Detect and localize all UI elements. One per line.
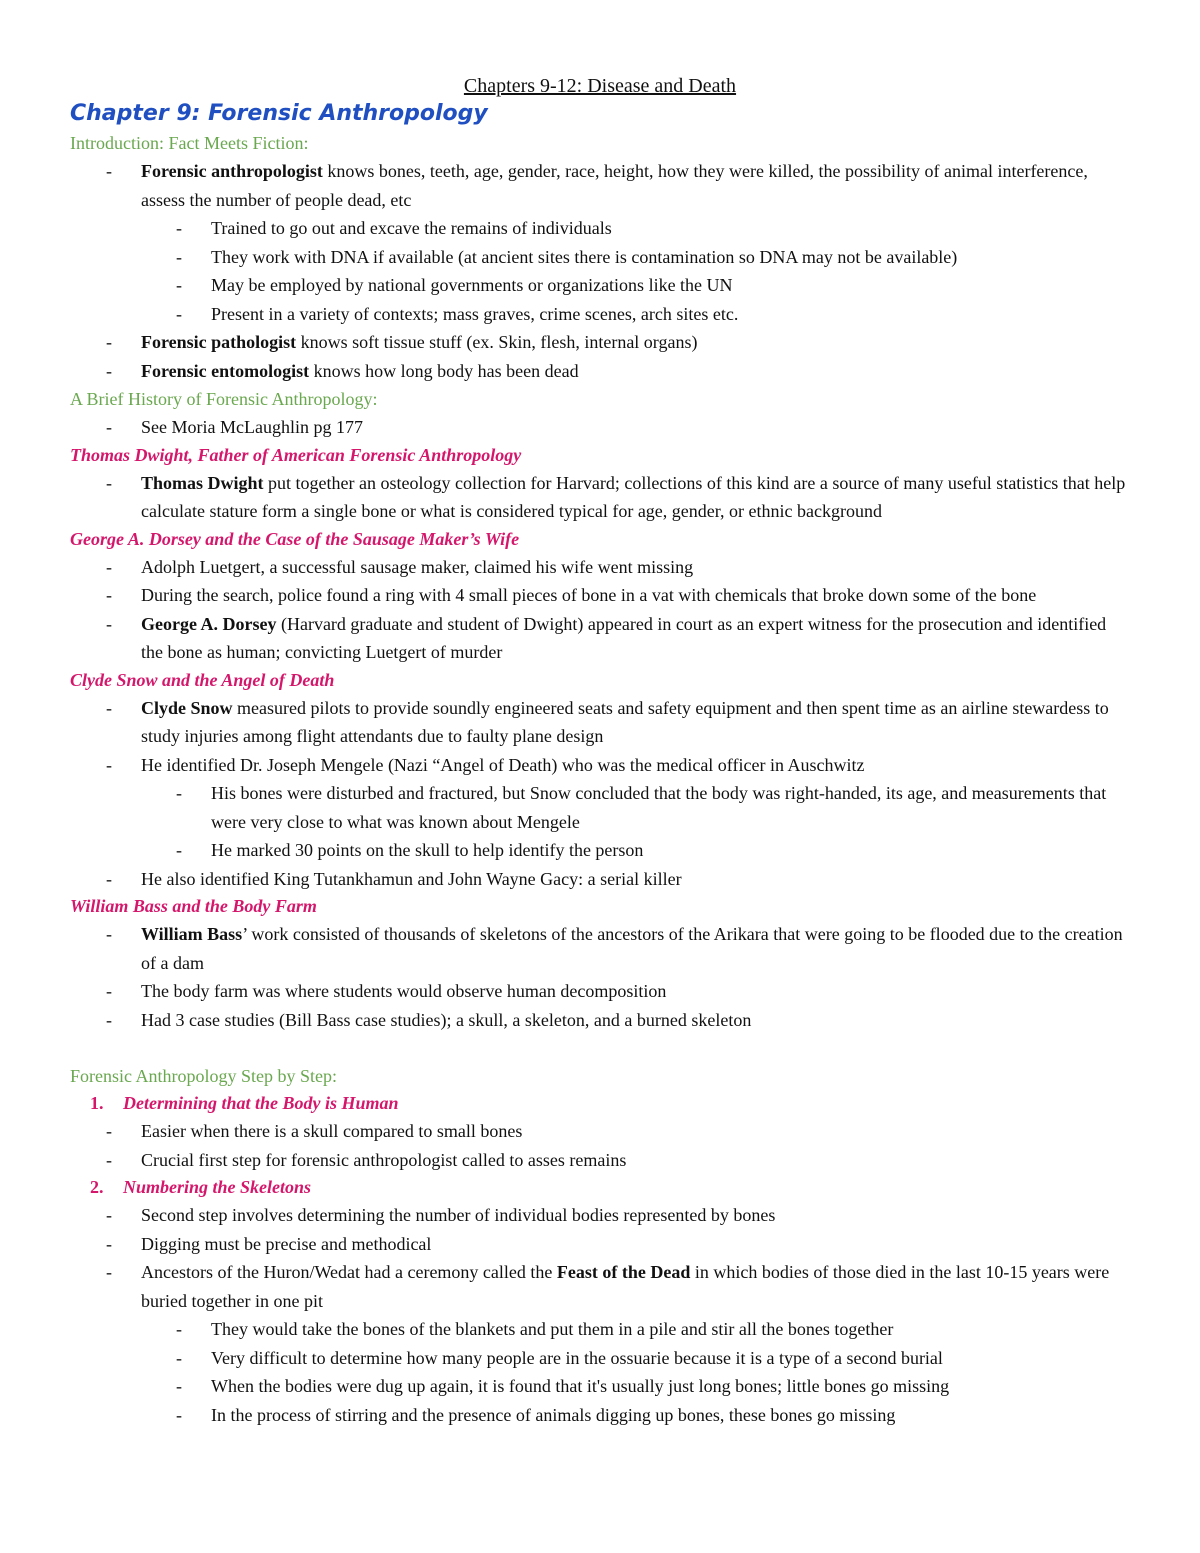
- term-bold: Feast of the Dead: [556, 1262, 691, 1282]
- bullet-dash: -: [176, 246, 182, 267]
- list-item: [70, 214, 1130, 243]
- bullet-dash: -: [106, 697, 112, 718]
- list-item: [70, 157, 1130, 214]
- list-item: [70, 581, 1130, 610]
- subsection-heading-bass: William Bass and the Body Farm: [70, 896, 317, 916]
- list-item: [70, 1006, 1130, 1035]
- item-text: During the search, police found a ring with 4 small pieces of bone in a vat with chemicals that broke down some of the bone: [141, 585, 1037, 605]
- list-item: [70, 271, 1130, 300]
- item-text: Adolph Luetgert, a successful sausage maker, claimed his wife went missing: [141, 556, 694, 577]
- item-text: ’ work consisted of thousands of skeletons of the ancestors of the Arikara that were going to be flooded due to the creation of a dam: [141, 924, 1123, 973]
- item-text: (Harvard graduate and student of Dwight) appeared in court as an expert witness for the prosecution and identified the bone as human; convicting Luetgert of murder: [141, 613, 1107, 662]
- section-heading-steps: Forensic Anthropology Step by Step:: [70, 1066, 337, 1086]
- list-item: [70, 836, 1130, 865]
- bullet-dash: -: [106, 360, 112, 381]
- list-item: [70, 1146, 1130, 1175]
- bullet-dash: -: [106, 1233, 112, 1254]
- bullet-dash: -: [106, 332, 112, 352]
- list-item: [70, 920, 1130, 977]
- item-text: Present in a variety of contexts; mass graves, crime scenes, arch sites etc.: [211, 303, 739, 324]
- bullet-dash: -: [106, 417, 112, 437]
- bullet-dash: -: [106, 472, 112, 493]
- bullet-dash: -: [176, 840, 182, 860]
- list-item: [70, 694, 1130, 751]
- bullet-dash: -: [176, 275, 182, 295]
- list-item: [70, 1372, 1130, 1401]
- bullet-dash: -: [106, 613, 112, 634]
- item-text: In the process of stirring and the presence of animals digging up bones, these bones go missing: [211, 1404, 896, 1425]
- bullet-dash: -: [106, 1121, 112, 1141]
- item-text: put together an osteology collection for Harvard; collections of this kind are a source of many useful statistics that help calculate stature form a single bone or what is considered typical for age, gender, or ethnic background: [141, 472, 1126, 521]
- subsection-heading-dorsey: George A. Dorsey and the Case of the Sausage Maker’s Wife: [70, 528, 520, 549]
- item-text: When the bodies were dug up again, it is found that it's usually just long bones; little bones go missing: [211, 1376, 950, 1396]
- document-title: Chapters 9-12: Disease and Death: [463, 75, 737, 97]
- term-bold: Thomas Dwight: [141, 472, 264, 493]
- item-text: The body farm was where students would observe human decomposition: [141, 981, 667, 1001]
- term-bold: Forensic entomologist: [141, 360, 310, 381]
- item-text: See Moria McLaughlin pg 177: [141, 417, 363, 437]
- item-text: Had 3 case studies (Bill Bass case studies); a skull, a skeleton, and a burned skeleton: [141, 1009, 752, 1030]
- bullet-dash: -: [176, 1404, 182, 1425]
- bullet-dash: -: [176, 1376, 182, 1396]
- bullet-dash: -: [106, 161, 112, 181]
- bullet-dash: -: [106, 1205, 112, 1225]
- list-item: [70, 553, 1130, 582]
- step-title: Numbering the Skeletons: [123, 1177, 312, 1197]
- item-text: They would take the bones of the blankets and put them in a pile and stir all the bones together: [211, 1319, 894, 1339]
- list-item: [70, 328, 1130, 357]
- item-text: in which bodies of those died in the last 10-15 years were buried together in one pit: [141, 1262, 1110, 1311]
- item-text: knows bones, teeth, age, gender, race, height, how they were killed, the possibility of animal interference, assess the number of people dead, etc: [141, 161, 1088, 210]
- section-heading-intro: Introduction: Fact Meets Fiction:: [70, 133, 309, 153]
- term-bold: Clyde Snow: [141, 697, 233, 718]
- bullet-dash: -: [106, 754, 112, 775]
- item-text: Trained to go out and excave the remains of individuals: [211, 218, 612, 238]
- item-text: knows soft tissue stuff (ex. Skin, flesh, internal organs): [296, 332, 698, 352]
- item-text: knows how long body has been dead: [309, 360, 579, 381]
- bullet-dash: -: [106, 1262, 112, 1282]
- list-item: [70, 300, 1130, 329]
- numbered-heading-step-1: [70, 1090, 1130, 1117]
- bullet-dash: -: [106, 585, 112, 605]
- bullet-dash: -: [176, 1347, 182, 1368]
- step-number: 2.: [90, 1177, 104, 1197]
- list-item: [70, 610, 1130, 667]
- bullet-dash: -: [106, 556, 112, 577]
- step-title: Determining that the Body is Human: [123, 1093, 399, 1113]
- item-text: measured pilots to provide soundly engineered seats and safety equipment and then spent time as an airline stewardess to study injuries among flight attendants due to faulty plane design: [141, 697, 1109, 746]
- list-item: [70, 1230, 1130, 1259]
- bullet-dash: -: [106, 868, 112, 889]
- list-item: [70, 1315, 1130, 1344]
- blank-line: [70, 1034, 1130, 1062]
- list-item: [70, 243, 1130, 272]
- item-text: His bones were disturbed and fractured, but Snow concluded that the body was right-handed, its age, and measurements that were very close to what was known about Mengele: [211, 783, 1107, 832]
- item-text: He marked 30 points on the skull to help identify the person: [211, 840, 644, 860]
- item-text: He also identified King Tutankhamun and John Wayne Gacy: a serial killer: [141, 868, 682, 889]
- list-item: [70, 1201, 1130, 1230]
- list-item: [70, 357, 1130, 386]
- step-number: 1.: [90, 1093, 104, 1113]
- chapter-heading: Chapter 9: Forensic Anthropology: [70, 101, 488, 126]
- bullet-dash: -: [106, 1149, 112, 1170]
- list-item: [70, 1344, 1130, 1373]
- subsection-heading-snow: Clyde Snow and the Angel of Death: [70, 669, 335, 690]
- item-text: Second step involves determining the number of individual bodies represented by bones: [141, 1205, 776, 1225]
- term-bold: Forensic pathologist: [141, 332, 297, 352]
- item-text: Crucial first step for forensic anthropologist called to asses remains: [141, 1149, 627, 1170]
- item-text: Very difficult to determine how many people are in the ossuarie because it is a type of a second burial: [211, 1347, 943, 1368]
- item-text: Digging must be precise and methodical: [141, 1233, 432, 1254]
- item-text: They work with DNA if available (at ancient sites there is contamination so DNA may not be available): [211, 246, 958, 267]
- list-item: [70, 1401, 1130, 1430]
- list-item: [70, 1258, 1130, 1315]
- term-bold: Forensic anthropologist: [141, 161, 323, 181]
- bullet-dash: -: [176, 303, 182, 324]
- bullet-dash: -: [176, 1319, 182, 1339]
- list-item: [70, 865, 1130, 894]
- item-text: May be employed by national governments or organizations like the UN: [211, 275, 733, 295]
- bullet-dash: -: [176, 218, 182, 238]
- item-text: Ancestors of the Huron/Wedat had a ceremony called the: [141, 1262, 557, 1282]
- list-item: [70, 469, 1130, 526]
- list-item: [70, 751, 1130, 780]
- bullet-dash: -: [106, 1009, 112, 1030]
- section-heading-history: A Brief History of Forensic Anthropology:: [70, 389, 378, 409]
- bullet-dash: -: [106, 981, 112, 1001]
- numbered-heading-step-2: [70, 1174, 1130, 1201]
- list-item: [70, 977, 1130, 1006]
- term-bold: William Bass: [141, 924, 243, 944]
- subsection-heading-dwight: Thomas Dwight, Father of American Forensic Anthropology: [70, 444, 522, 465]
- document-body: [70, 129, 1130, 1429]
- bullet-dash: -: [106, 924, 112, 944]
- list-item: [70, 413, 1130, 442]
- term-bold: George A. Dorsey: [141, 613, 277, 634]
- bullet-dash: -: [176, 783, 182, 803]
- item-text: Easier when there is a skull compared to small bones: [141, 1121, 523, 1141]
- list-item: [70, 779, 1130, 836]
- item-text: He identified Dr. Joseph Mengele (Nazi “Angel of Death) who was the medical officer in Auschwitz: [141, 754, 865, 775]
- list-item: [70, 1117, 1130, 1146]
